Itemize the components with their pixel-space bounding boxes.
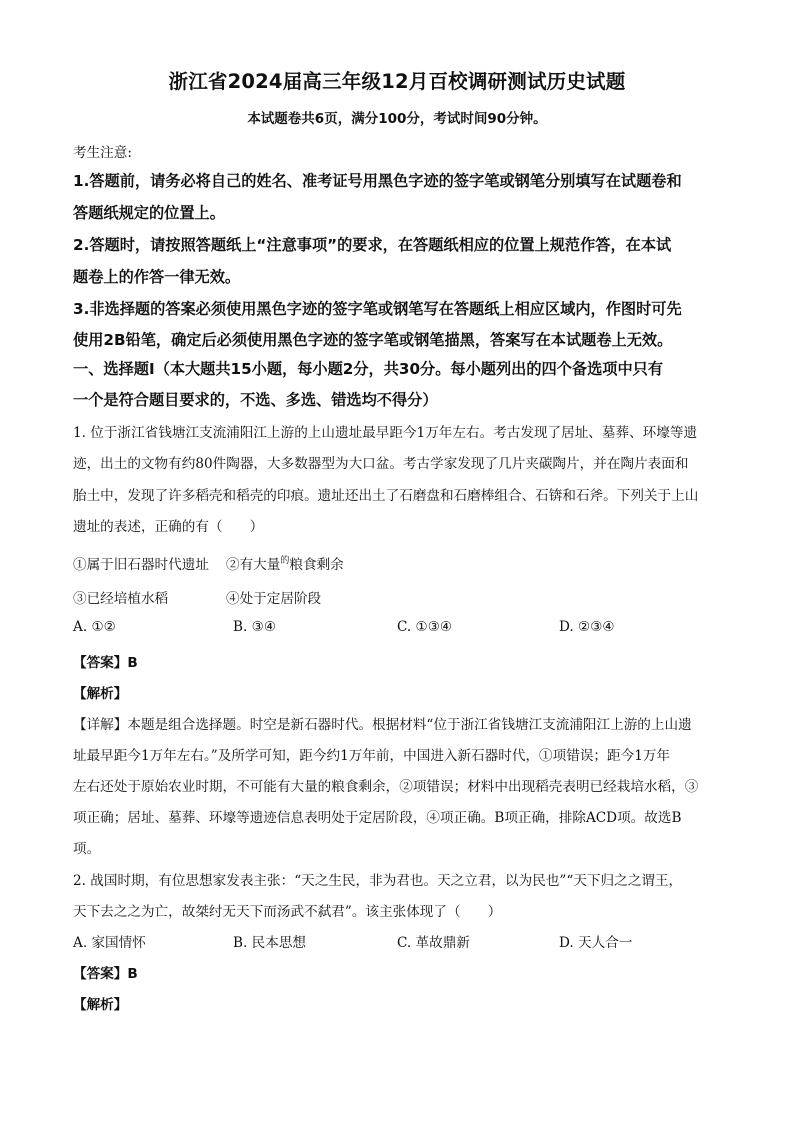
q1-item-2: ②有大量$^的$粮食剩余 xyxy=(226,556,344,573)
section-heading: 一、选择题Ⅰ（本大题共15小题，每小题2分，共30分。每小题列出的四个备选项中只有 xyxy=(73,360,664,378)
notice-heading: 考生注意: xyxy=(73,145,132,161)
q1-stem: 胎土中，发现了许多稻壳和稻壳的印痕。遗址还出土了石磨盘和石磨棒组合、石锛和石斧。下列关于上山 xyxy=(73,488,699,504)
q1-option-a: A. ①② xyxy=(73,619,116,635)
q2-analysis-label: 【解析】 xyxy=(73,997,128,1013)
page-title: 浙江省2024届高三年级12月百校调研测试历史试题 xyxy=(168,70,626,93)
q1-option-c: C. ①③④ xyxy=(397,619,453,635)
q1-analysis-label: 【解析】 xyxy=(73,686,128,702)
notice-item-1: 1.答题前，请务必将自己的姓名、准考证号用黑色字迹的签字笔或钢笔分别填写在试题卷和 xyxy=(73,172,682,190)
notice-item-3: 3.非选择题的答案必须使用黑色字迹的签字笔或钢笔写在答题纸上相应区域内，作图时可先 xyxy=(73,300,682,318)
notice-item-1-cont: 答题纸规定的位置上。 xyxy=(73,204,225,222)
q2-answer: 【答案】B xyxy=(73,966,138,982)
q2-option-a: A. 家国情怀 xyxy=(73,935,146,951)
q2-option-d: D. 天人合一 xyxy=(559,935,633,951)
q1-item-4: ④处于定居阶段 xyxy=(226,591,322,607)
q2-option-c: C. 革故鼎新 xyxy=(397,935,470,951)
q1-detail: 项。 xyxy=(73,841,101,857)
q2-stem: 2. 战国时期，有位思想家发表主张：“天之生民，非为君也。天之立君，以为民也”“天下归之之谓王， xyxy=(73,873,683,889)
q1-option-d: D. ②③④ xyxy=(559,619,615,635)
notice-item-2-cont: 题卷上的作答一律无效。 xyxy=(73,268,241,286)
notice-item-2: 2.答题时，请按照答题纸上“注意事项”的要求，在答题纸相应的位置上规范作答，在本试 xyxy=(73,236,672,254)
q1-option-b: B. ③④ xyxy=(233,619,277,635)
q1-detail: 【详解】本题是组合选择题。时空是新石器时代。根据材料“位于浙江省钱塘江支流浦阳江上游的上山遗 xyxy=(73,717,692,733)
q1-detail: 左右还处于原始农业时期，不可能有大量的粮食剩余，②项错误；材料中出现稻壳表明已经栽培水稻，③ xyxy=(73,779,699,795)
q1-stem: 迹，出土的文物有约80件陶器，大多数器型为大口盆。考古学家发现了几片夹碳陶片，并在陶片表面和 xyxy=(73,456,689,472)
section-heading-cont: 一个是符合题目要求的，不选、多选、错选均不得分） xyxy=(73,391,438,409)
q1-stem: 遗址的表述，正确的有（ ） xyxy=(73,519,264,535)
exam-info: 本试题卷共6页，满分100分，考试时间90分钟。 xyxy=(247,111,547,127)
q1-detail: 址最早距今1万年左右。”及所学可知，距今约1万年前，中国进入新石器时代，①项错误；距今1万年 xyxy=(73,748,671,764)
notice-item-3-cont: 使用2B铅笔，确定后必须使用黑色字迹的签字笔或钢笔描黑，答案写在本试题卷上无效。 xyxy=(73,331,673,349)
q2-stem: 天下去之之为亡，故桀纣无天下而汤武不弑君”。该主张体现了（ ） xyxy=(73,904,502,920)
q1-detail: 项正确；居址、墓葬、环壕等遗迹信息表明处于定居阶段，④项正确。B项正确，排除ACD项。故选B xyxy=(73,810,682,826)
q2-option-b: B. 民本思想 xyxy=(233,935,307,951)
q1-answer: 【答案】B xyxy=(73,655,138,671)
q1-item-1: ①属于旧石器时代遗址 xyxy=(73,557,209,573)
q1-stem: 1. 位于浙江省钱塘江支流浦阳江上游的上山遗址最早距今1万年左右。考古发现了居址、墓葬、环壕等遗 xyxy=(73,425,698,441)
q1-item-3: ③已经培植水稻 xyxy=(73,591,169,607)
